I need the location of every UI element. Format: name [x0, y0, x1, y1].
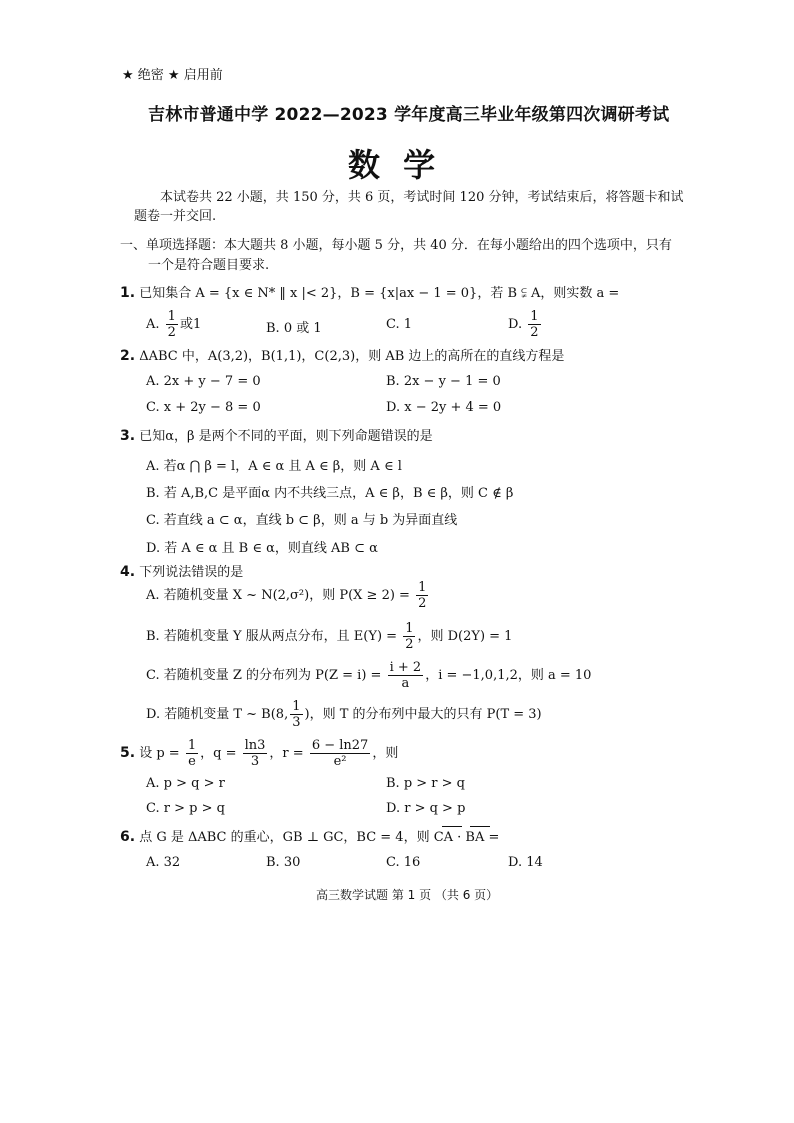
- q2-option-c: C. x + 2y − 8 = 0: [146, 400, 261, 415]
- option-text: 或1: [179, 317, 202, 332]
- option-text: C. 若随机变量 Z 的分布列为 P(Z = i) =: [146, 668, 382, 683]
- question-number: 1.: [120, 285, 136, 301]
- question-5: [120, 738, 398, 769]
- q2-option-a: A. 2x + y − 7 = 0: [146, 374, 261, 389]
- q6-option-a: A. 32: [146, 855, 181, 870]
- question-2: [120, 346, 564, 367]
- fraction: $\frac{1}{2}$: [167, 309, 176, 340]
- q1-option-b: B. 0 或 1: [266, 321, 322, 336]
- question-stem: 设 p =: [139, 746, 180, 761]
- question-stem: ΔABC 中，A(3,2)，B(1,1)，C(2,3)，则 AB 边上的高所在的直线方程是: [139, 349, 565, 364]
- fraction: $\frac{1}{e}$: [187, 738, 197, 769]
- q4-option-a: [146, 580, 430, 611]
- q6-option-b: B. 30: [266, 855, 301, 870]
- question-stem: 点 G 是 ΔABC 的重心，GB ⊥ GC，BC = 4，则 CA · BA =: [139, 830, 500, 845]
- intro-line-1: 本试卷共 22 小题，共 150 分，共 6 页，考试时间 120 分钟，考试结束后，将答题卡和试: [160, 190, 684, 205]
- question-number: 3.: [120, 428, 136, 444]
- q3-option-a: A. 若α ⋂ β = l，A ∈ α 且 A ∈ β，则 A ∈ l: [146, 459, 402, 474]
- question-stem: ，r =: [269, 746, 304, 761]
- vector-bar-ba: [470, 826, 490, 827]
- q4-option-d: [146, 699, 542, 730]
- section-heading-line-1: 一、单项选择题：本大题共 8 小题，每小题 5 分，共 40 分．在每小题给出的四个选项中，只有: [120, 238, 672, 253]
- q5-option-b: B. p > r > q: [386, 776, 465, 791]
- page-footer: 高三数学试题 第 1 页 （共 6 页）: [316, 888, 499, 902]
- question-6: [120, 827, 499, 848]
- question-3: [120, 426, 433, 447]
- question-stem: 下列说法错误的是: [139, 565, 244, 580]
- fraction: $\frac{i + 2}{a}$: [389, 660, 422, 691]
- option-text: ，i = −1,0,1,2，则 a = 10: [425, 668, 592, 683]
- option-text: ，则 D(2Y) = 1: [417, 629, 513, 644]
- fraction: $\frac{1}{2}$: [418, 580, 427, 611]
- question-number: 5.: [120, 745, 136, 761]
- fraction: $\frac{1}{2}$: [405, 621, 414, 652]
- exam-title: 吉林市普通中学 2022—2023 学年度高三毕业年级第四次调研考试: [148, 105, 670, 125]
- intro-line-2: 题卷一并交回.: [134, 209, 217, 224]
- q1-option-a: [146, 309, 201, 340]
- option-text: A. 若随机变量 X ~ N(2,σ²)，则 P(X ≥ 2) =: [146, 588, 410, 603]
- option-label: D.: [508, 317, 523, 332]
- question-stem: ，则: [372, 746, 399, 761]
- q6-option-d: D. 14: [508, 855, 543, 870]
- option-text: )，则 T 的分布列中最大的只有 P(T = 3): [304, 707, 542, 722]
- subject-title: 数 学: [348, 146, 442, 184]
- option-label: A.: [146, 317, 160, 332]
- q4-option-b: [146, 621, 512, 652]
- question-stem: ，q =: [200, 746, 237, 761]
- section-heading-line-2: 一个是符合题目要求.: [148, 258, 270, 273]
- vector-bar-ca: [442, 826, 462, 827]
- fraction: $\frac{6 - \ln 27}{\text{e²}}$: [311, 738, 369, 769]
- fraction: $\frac{1}{2}$: [530, 309, 539, 340]
- question-1: [120, 283, 619, 304]
- q5-option-a: A. p > q > r: [146, 776, 225, 791]
- q3-option-d: D. 若 A ∈ α 且 B ∈ α，则直线 AB ⊂ α: [146, 541, 378, 556]
- question-stem: 已知集合 A = {x ∈ N* ‖ x |< 2}，B = {x|ax − 1 = 0}，若 B ⫋ A，则实数 a =: [139, 286, 620, 301]
- q2-option-b: B. 2x − y − 1 = 0: [386, 374, 501, 389]
- fraction: $\frac{\ln 3}{3}$: [244, 738, 266, 769]
- option-text: B. 若随机变量 Y 服从两点分布，且 E(Y) =: [146, 629, 398, 644]
- question-number: 6.: [120, 829, 136, 845]
- q6-option-c: C. 16: [386, 855, 421, 870]
- q5-option-c: C. r > p > q: [146, 801, 225, 816]
- q1-option-c: C. 1: [386, 317, 413, 332]
- question-number: 2.: [120, 348, 136, 364]
- confidential-label: ★ 绝密 ★ 启用前: [122, 68, 223, 83]
- question-number: 4.: [120, 564, 136, 580]
- q4-option-c: [146, 660, 591, 691]
- option-text: D. 若随机变量 T ~ B(8,: [146, 707, 289, 722]
- q1-option-d: [508, 309, 543, 340]
- q3-option-c: C. 若直线 a ⊂ α，直线 b ⊂ β，则 a 与 b 为异面直线: [146, 513, 458, 528]
- question-stem: 已知α，β 是两个不同的平面，则下列命题错误的是: [139, 429, 433, 444]
- fraction: $\frac{1}{3}$: [292, 699, 301, 730]
- q2-option-d: D. x − 2y + 4 = 0: [386, 400, 502, 415]
- q5-option-d: D. r > q > p: [386, 801, 466, 816]
- q3-option-b: B. 若 A,B,C 是平面α 内不共线三点，A ∈ β，B ∈ β，则 C ∉ β: [146, 486, 514, 501]
